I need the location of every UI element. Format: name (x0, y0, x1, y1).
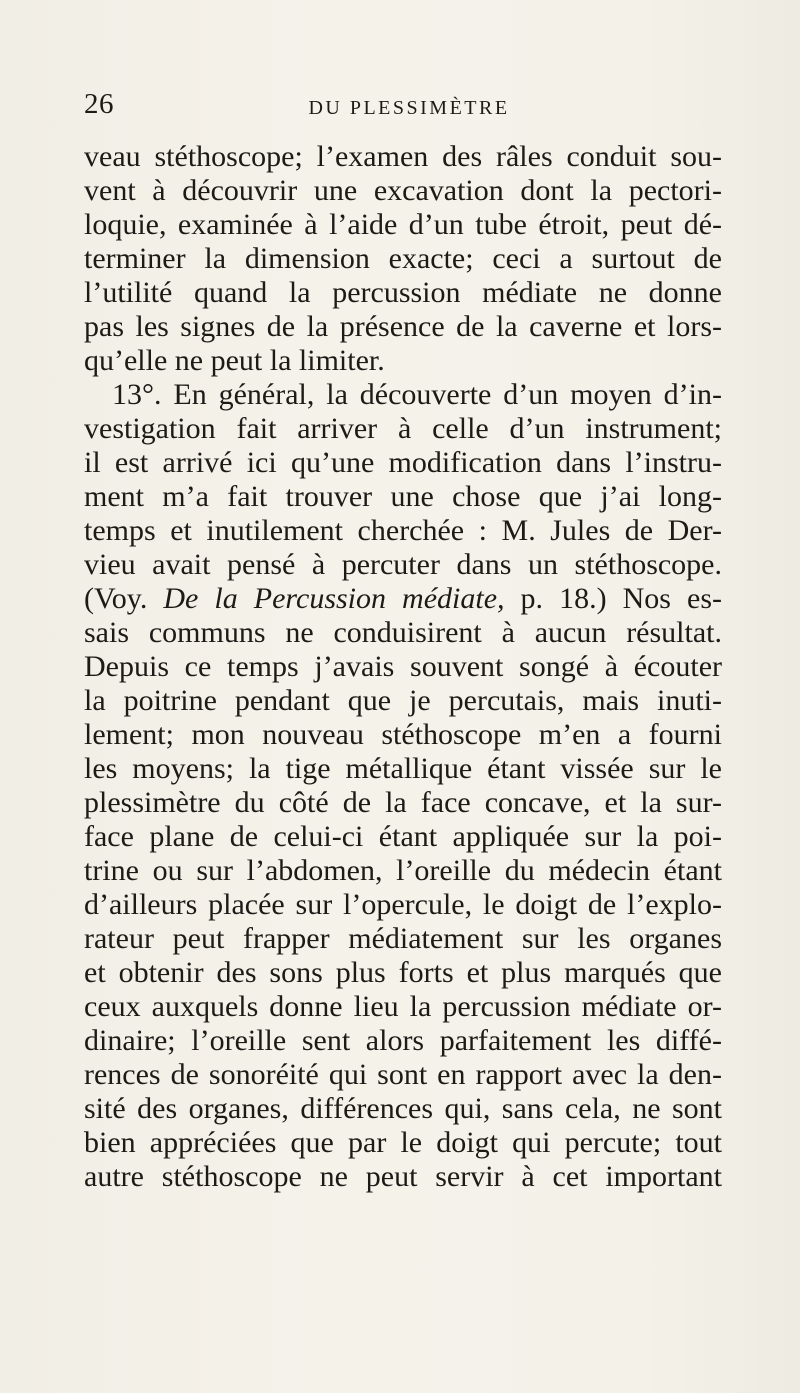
text-line: vestigation fait arriver à celle d’un instrument; (84, 412, 722, 445)
text-line: autre stéthoscope ne peut servir à cet important (84, 1160, 722, 1193)
text-line: les moyens; la tige métallique étant vissée sur le (84, 752, 722, 785)
text-line: ment m’a fait trouver une chose que j’ai long- (84, 480, 722, 513)
text-line: loquie, examinée à l’aide d’un tube étroit, peut dé- (84, 208, 722, 241)
text-line: dinaire; l’oreille sent alors parfaitement les diffé- (84, 1024, 722, 1057)
text-line: Depuis ce temps j’avais souvent songé à écouter (84, 650, 722, 683)
running-head: DU PLESSIMÈTRE (308, 97, 510, 119)
text-line: sité des organes, différences qui, sans cela, ne sont (84, 1092, 722, 1125)
text-line: lement; mon nouveau stéthoscope m’en a fourni (84, 718, 722, 751)
text-line: temps et inutilement cherchée : M. Jules de Der- (84, 514, 722, 547)
text-line: rences de sonoréité qui sont en rapport avec la den- (84, 1058, 722, 1091)
text-line: bien appréciées que par le doigt qui percute; tout (84, 1126, 722, 1159)
text-line: et obtenir des sons plus forts et plus marqués que (84, 956, 722, 989)
text-line: plessimètre du côté de la face concave, et la sur- (84, 786, 722, 819)
citation-title: De la Percussion médiate, (163, 582, 505, 615)
paragraph-start-line: 13°. En général, la découverte d’un moyen d’in- (112, 378, 722, 411)
page-header (84, 86, 724, 126)
body-text (84, 140, 722, 1194)
text-line: ceux auxquels donne lieu la percussion médiate or- (84, 990, 722, 1023)
citation-line (84, 582, 722, 616)
text-line: l’utilité quand la percussion médiate ne donne (84, 276, 722, 309)
text-line: rateur peut frapper médiatement sur les organes (84, 922, 722, 955)
text-line: vieu avait pensé à percuter dans un stéthoscope. (84, 548, 722, 581)
text-line: d’ailleurs placée sur l’opercule, le doigt de l’explo- (84, 888, 722, 921)
page-number: 26 (84, 88, 114, 120)
text-line: sais communs ne conduisirent à aucun résultat. (84, 616, 722, 649)
text-line: terminer la dimension exacte; ceci a surtout de (84, 242, 722, 275)
text-line: pas les signes de la présence de la caverne et lors- (84, 310, 722, 343)
paragraph-end-line: qu’elle ne peut la limiter. (84, 344, 385, 377)
citation-after: p. 18.) Nos es- (504, 582, 723, 615)
text-line: la poitrine pendant que je percutais, mais inuti- (84, 684, 722, 717)
text-line: il est arrivé ici qu’une modification dans l’instru- (84, 446, 722, 479)
citation-before: (Voy. (84, 582, 164, 615)
text-line: trine ou sur l’abdomen, l’oreille du médecin étant (84, 854, 722, 887)
text-line: vent à découvrir une excavation dont la pectori- (84, 174, 722, 207)
text-line: veau stéthoscope; l’examen des râles conduit sou- (84, 140, 722, 173)
text-line: face plane de celui-ci étant appliquée sur la poi- (84, 820, 722, 853)
